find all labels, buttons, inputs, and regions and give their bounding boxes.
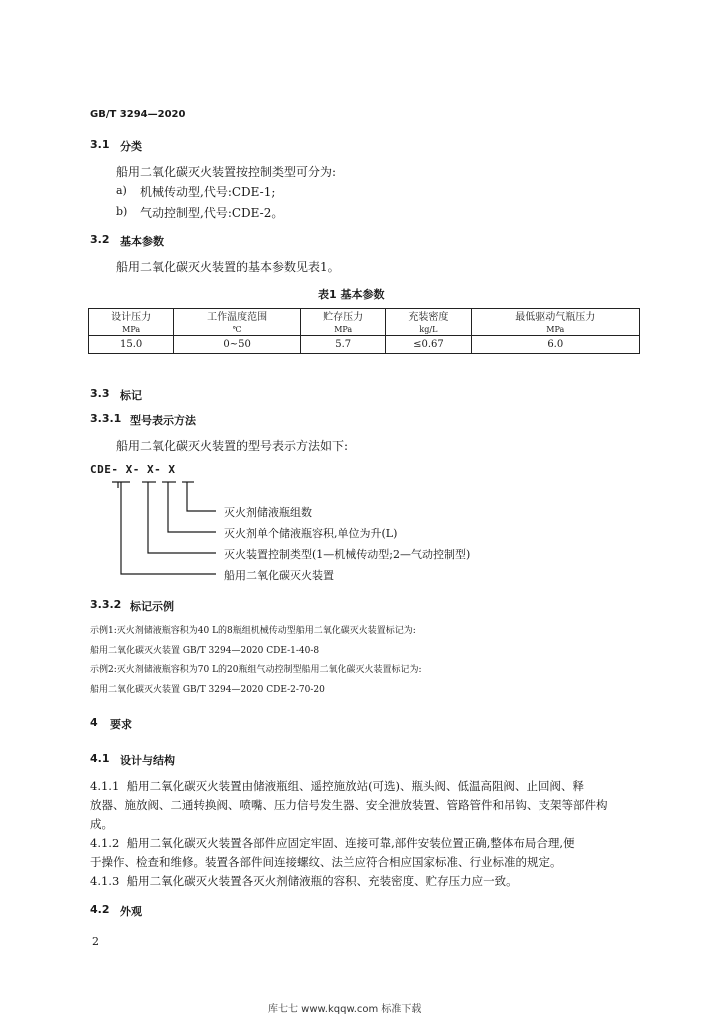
leader-line-bottle-count — [187, 482, 216, 511]
section-number: 4.1 — [90, 752, 110, 765]
section-title: 分类 — [120, 140, 142, 153]
table-cell: 0~50 — [174, 336, 301, 354]
clause — [90, 834, 650, 872]
section-number: 3.2 — [90, 233, 110, 246]
section-number: 4.2 — [90, 903, 110, 916]
example-mark: 船用二氧化碳灭火装置 GB/T 3294—2020 CDE-2-70-20 — [90, 685, 325, 695]
leader-line-volume — [168, 482, 216, 532]
table-row — [89, 336, 640, 354]
column-header: 充装密度 kg/L — [386, 309, 471, 336]
model-code-bracket-diagram — [90, 478, 220, 578]
parameters-table — [88, 308, 640, 354]
section-title: 设计与结构 — [120, 754, 175, 767]
list-item: 机械传动型,代号:CDE-1; — [140, 185, 276, 199]
table-cell: 6.0 — [471, 336, 639, 354]
clause-number: 4.1.1 — [90, 779, 120, 793]
clause-line: 船用二氧化碳灭火装置各灭火剂储液瓶的容积、充装密度、贮存压力应一致。 — [126, 874, 518, 888]
table-header-row — [89, 309, 640, 336]
section-title: 外观 — [120, 905, 142, 918]
column-header: 设计压力 MPa — [89, 309, 174, 336]
section-title: 基本参数 — [120, 235, 164, 248]
clause-number: 4.1.2 — [90, 836, 120, 850]
column-header: 工作温度范围 ℃ — [174, 309, 301, 336]
column-header: 贮存压力 MPa — [301, 309, 386, 336]
section-number: 3.1 — [90, 138, 110, 151]
code-label: 灭火剂储液瓶组数 — [224, 506, 312, 519]
section-title: 型号表示方法 — [130, 414, 196, 427]
section-title: 标记示例 — [130, 600, 174, 613]
paragraph: 船用二氧化碳灭火装置的型号表示方法如下: — [116, 439, 349, 453]
model-code-pattern: CDE- X- X- X — [90, 463, 176, 476]
example-mark: 船用二氧化碳灭火装置 GB/T 3294—2020 CDE-1-40-8 — [90, 646, 320, 656]
clause-line: 成。 — [90, 817, 113, 831]
code-label: 灭火装置控制类型(1—机械传动型;2—气动控制型) — [224, 548, 471, 561]
section-title: 标记 — [120, 389, 142, 402]
paragraph: 船用二氧化碳灭火装置按控制类型可分为: — [116, 165, 337, 179]
section-number: 3.3.2 — [90, 598, 122, 611]
section-number: 3.3 — [90, 387, 110, 400]
footer-watermark: 库七七 www.kqqw.com 标准下载 — [268, 1004, 422, 1015]
section-number: 3.3.1 — [90, 412, 122, 425]
column-header: 最低驱动气瓶压力 MPa — [471, 309, 639, 336]
example-text: 示例2:灭火剂储液瓶容积为70 L的20瓶组气动控制型船用二氧化碳灭火装置标记为: — [90, 665, 422, 675]
section-title: 要求 — [110, 718, 132, 731]
example-text: 示例1:灭火剂储液瓶容积为40 L的8瓶组机械传动型船用二氧化碳灭火装置标记为: — [90, 626, 416, 636]
list-item: 气动控制型,代号:CDE-2。 — [140, 206, 284, 220]
standard-code-header: GB/T 3294—2020 — [90, 109, 186, 120]
list-item-marker: a) — [116, 184, 127, 197]
table-cell: ≤0.67 — [386, 336, 471, 354]
clause-line: 船用二氧化碳灭火装置各部件应固定牢固、连接可靠,部件安装位置正确,整体布局合理,便 — [126, 836, 575, 850]
clause-line: 船用二氧化碳灭火装置由储液瓶组、遥控施放站(可选)、瓶头阀、低温高阻阀、止回阀、释 — [126, 779, 585, 793]
list-item-marker: b) — [116, 205, 128, 218]
table-cell: 5.7 — [301, 336, 386, 354]
clause — [90, 777, 650, 834]
table-cell: 15.0 — [89, 336, 174, 354]
table-caption: 表1 基本参数 — [318, 288, 385, 301]
section-number: 4 — [90, 716, 98, 729]
paragraph: 船用二氧化碳灭火装置的基本参数见表1。 — [116, 260, 340, 274]
code-label: 船用二氧化碳灭火装置 — [224, 569, 334, 582]
clause-line: 于操作、检查和维修。装置各部件间连接螺纹、法兰应符合相应国家标准、行业标准的规定。 — [90, 855, 562, 869]
code-label: 灭火剂单个储液瓶容积,单位为升(L) — [224, 527, 398, 540]
clause-line: 放器、施放阀、二通转换阀、喷嘴、压力信号发生器、安全泄放装置、管路管件和吊钩、支架等部件构 — [90, 798, 608, 812]
clause-number: 4.1.3 — [90, 874, 120, 888]
page-number: 2 — [92, 935, 99, 948]
leader-line-control-type — [148, 482, 216, 553]
clause — [90, 872, 650, 891]
